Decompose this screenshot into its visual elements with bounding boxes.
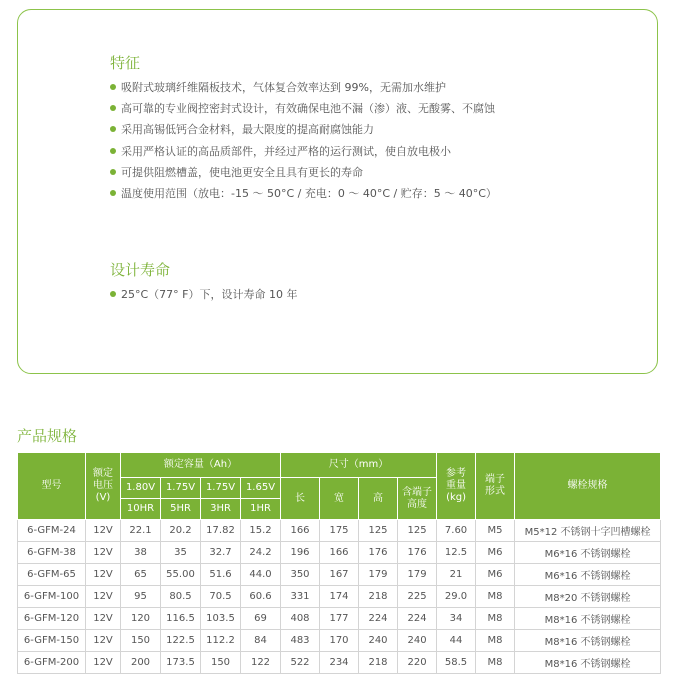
header-line: 参考 (446, 468, 467, 479)
table-cell: 176 (359, 542, 398, 564)
features-title: 特征 (110, 54, 141, 72)
table-cell: 22.1 (121, 520, 161, 542)
table-cell: M6 (476, 542, 515, 564)
header-size: 尺寸（mm） (281, 453, 437, 478)
table-cell: 32.7 (201, 542, 241, 564)
table-cell: 20.2 (161, 520, 201, 542)
table-cell: 69 (241, 608, 281, 630)
bullet-text: 25°C（77° F）下，设计寿命 10 年 (121, 288, 298, 301)
table-cell: 122 (241, 652, 281, 674)
table-cell: M5 (476, 520, 515, 542)
bullet-text: 吸附式玻璃纤维隔板技术，气体复合效率达到 99%，无需加水维护 (121, 81, 446, 94)
table-cell: 200 (121, 652, 161, 674)
table-cell: 125 (398, 520, 437, 542)
table-cell: 6-GFM-150 (18, 630, 86, 652)
header-terminal (476, 453, 515, 520)
table-cell: 6-GFM-24 (18, 520, 86, 542)
header-width: 宽 (320, 478, 359, 520)
table-cell: 196 (281, 542, 320, 564)
table-cell: 34 (437, 608, 476, 630)
table-cell: 29.0 (437, 586, 476, 608)
table-cell: 483 (281, 630, 320, 652)
table-cell: 6-GFM-120 (18, 608, 86, 630)
table-cell: 150 (121, 630, 161, 652)
table-cell: 12V (86, 608, 121, 630)
header-line: 端子 (485, 474, 506, 485)
bullet-text: 采用严格认证的高品质部件，并经过严格的运行测试，使自放电极小 (121, 144, 451, 158)
table-row (18, 586, 661, 608)
table-cell: M8*16 不锈钢螺栓 (515, 630, 661, 652)
table-row (18, 608, 661, 630)
table-cell: 80.5 (161, 586, 201, 608)
table-cell: 220 (398, 652, 437, 674)
header-model: 型号 (18, 453, 86, 520)
table-row (18, 564, 661, 586)
table-cell: 240 (359, 630, 398, 652)
table-cell: 173.5 (161, 652, 201, 674)
bullet-dot-icon (110, 190, 116, 196)
table-cell: 7.60 (437, 520, 476, 542)
header-line: 电压 (93, 480, 113, 491)
header-height: 高 (359, 478, 398, 520)
table-cell: 24.2 (241, 542, 281, 564)
table-cell: 125 (359, 520, 398, 542)
table-cell: 179 (398, 564, 437, 586)
table-cell: 21 (437, 564, 476, 586)
table-cell: M8*16 不锈钢螺栓 (515, 652, 661, 674)
header-length: 长 (281, 478, 320, 520)
header-cap-voltage: 1.80V (121, 478, 161, 499)
table-row (18, 630, 661, 652)
table-cell: 224 (359, 608, 398, 630)
table-cell: 6-GFM-65 (18, 564, 86, 586)
table-cell: 331 (281, 586, 320, 608)
header-cap-voltage: 1.75V (201, 478, 241, 499)
table-cell: 38 (121, 542, 161, 564)
header-capacity: 额定容量（Ah） (121, 453, 281, 478)
table-cell: 350 (281, 564, 320, 586)
table-cell: 12V (86, 520, 121, 542)
table-cell: 240 (398, 630, 437, 652)
table-cell: 218 (359, 652, 398, 674)
table-cell: 58.5 (437, 652, 476, 674)
table-cell: 12V (86, 652, 121, 674)
table-cell: M8*16 不锈钢螺栓 (515, 608, 661, 630)
header-line: (kg) (446, 492, 467, 503)
table-cell: M6*16 不锈钢螺栓 (515, 564, 661, 586)
table-cell: 60.6 (241, 586, 281, 608)
header-voltage (86, 453, 121, 520)
table-cell: M8 (476, 586, 515, 608)
table-cell: 224 (398, 608, 437, 630)
table-row (18, 542, 661, 564)
table-cell: 12V (86, 630, 121, 652)
table-cell: M8 (476, 652, 515, 674)
table-cell: 44.0 (241, 564, 281, 586)
table-cell: 35 (161, 542, 201, 564)
header-line: 额定 (93, 468, 113, 479)
table-cell: 179 (359, 564, 398, 586)
table-cell: 15.2 (241, 520, 281, 542)
table-cell: 6-GFM-200 (18, 652, 86, 674)
table-row (18, 652, 661, 674)
table-cell: 120 (121, 608, 161, 630)
bullet-text: 采用高锡低钙合金材料，最大限度的提高耐腐蚀能力 (121, 123, 374, 137)
table-cell: 166 (281, 520, 320, 542)
specs-title: 产品规格 (17, 427, 78, 445)
table-cell: 84 (241, 630, 281, 652)
table-cell: 17.82 (201, 520, 241, 542)
table-cell: 95 (121, 586, 161, 608)
header-cap-rate: 1HR (241, 499, 281, 520)
bullet-item (110, 185, 497, 201)
table-cell: 65 (121, 564, 161, 586)
bullet-item (110, 121, 374, 137)
table-cell: 44 (437, 630, 476, 652)
bullet-item (110, 143, 451, 159)
bullet-item (110, 79, 446, 95)
design-life-title: 设计寿命 (110, 261, 171, 279)
table-cell: 150 (201, 652, 241, 674)
table-cell: M8 (476, 630, 515, 652)
table-cell: 408 (281, 608, 320, 630)
bullet-text: 高可靠的专业阀控密封式设计，有效确保电池不漏（渗）液、无酸雾、不腐蚀 (121, 102, 495, 116)
bullet-text: 可提供阻燃槽盖，使电池更安全且具有更长的寿命 (121, 165, 363, 179)
header-cap-rate: 3HR (201, 499, 241, 520)
table-cell: 112.2 (201, 630, 241, 652)
table-cell: 6-GFM-100 (18, 586, 86, 608)
header-cap-voltage: 1.65V (241, 478, 281, 499)
header-line: (V) (95, 492, 111, 503)
bullet-dot-icon (110, 291, 116, 297)
bullet-dot-icon (110, 148, 116, 154)
table-cell: 116.5 (161, 608, 201, 630)
bullet-dot-icon (110, 126, 116, 132)
bullet-dot-icon (110, 105, 116, 111)
table-cell: 175 (320, 520, 359, 542)
table-cell: 12.5 (437, 542, 476, 564)
table-cell: 122.5 (161, 630, 201, 652)
bullet-dot-icon (110, 169, 116, 175)
spec-table (17, 452, 661, 674)
table-row (18, 520, 661, 542)
header-line: 形式 (485, 486, 506, 497)
table-cell: 70.5 (201, 586, 241, 608)
header-cap-voltage: 1.75V (161, 478, 201, 499)
bullet-text: 温度使用范围（放电：-15 ～ 50°C / 充电：0 ～ 40°C / 贮存：5 ～ 40°C） (121, 187, 497, 200)
table-cell: 177 (320, 608, 359, 630)
table-cell: M5*12 不锈钢十字凹槽螺栓 (515, 520, 661, 542)
bullet-item (110, 164, 363, 180)
bullet-item (110, 286, 298, 302)
table-cell: M6*16 不锈钢螺栓 (515, 542, 661, 564)
table-cell: 225 (398, 586, 437, 608)
header-total-height (398, 478, 437, 520)
table-cell: M6 (476, 564, 515, 586)
spec-table-body (18, 520, 661, 674)
header-line: 重量 (446, 480, 467, 491)
table-cell: 12V (86, 586, 121, 608)
header-line: 高度 (407, 498, 428, 510)
header-line: 含端子 (402, 486, 433, 498)
table-cell: 55.00 (161, 564, 201, 586)
header-cap-rate: 10HR (121, 499, 161, 520)
table-cell: 103.5 (201, 608, 241, 630)
table-cell: 176 (398, 542, 437, 564)
table-cell: 522 (281, 652, 320, 674)
table-cell: 167 (320, 564, 359, 586)
table-cell: 170 (320, 630, 359, 652)
bullet-dot-icon (110, 84, 116, 90)
header-cap-rate: 5HR (161, 499, 201, 520)
table-cell: 174 (320, 586, 359, 608)
table-cell: 12V (86, 564, 121, 586)
table-cell: 234 (320, 652, 359, 674)
table-cell: M8 (476, 608, 515, 630)
table-cell: 6-GFM-38 (18, 542, 86, 564)
table-cell: 218 (359, 586, 398, 608)
table-cell: 166 (320, 542, 359, 564)
table-cell: M8*20 不锈钢螺栓 (515, 586, 661, 608)
table-cell: 51.6 (201, 564, 241, 586)
table-cell: 12V (86, 542, 121, 564)
header-weight (437, 453, 476, 520)
bullet-item (110, 100, 495, 116)
header-bolt: 螺栓规格 (515, 453, 661, 520)
